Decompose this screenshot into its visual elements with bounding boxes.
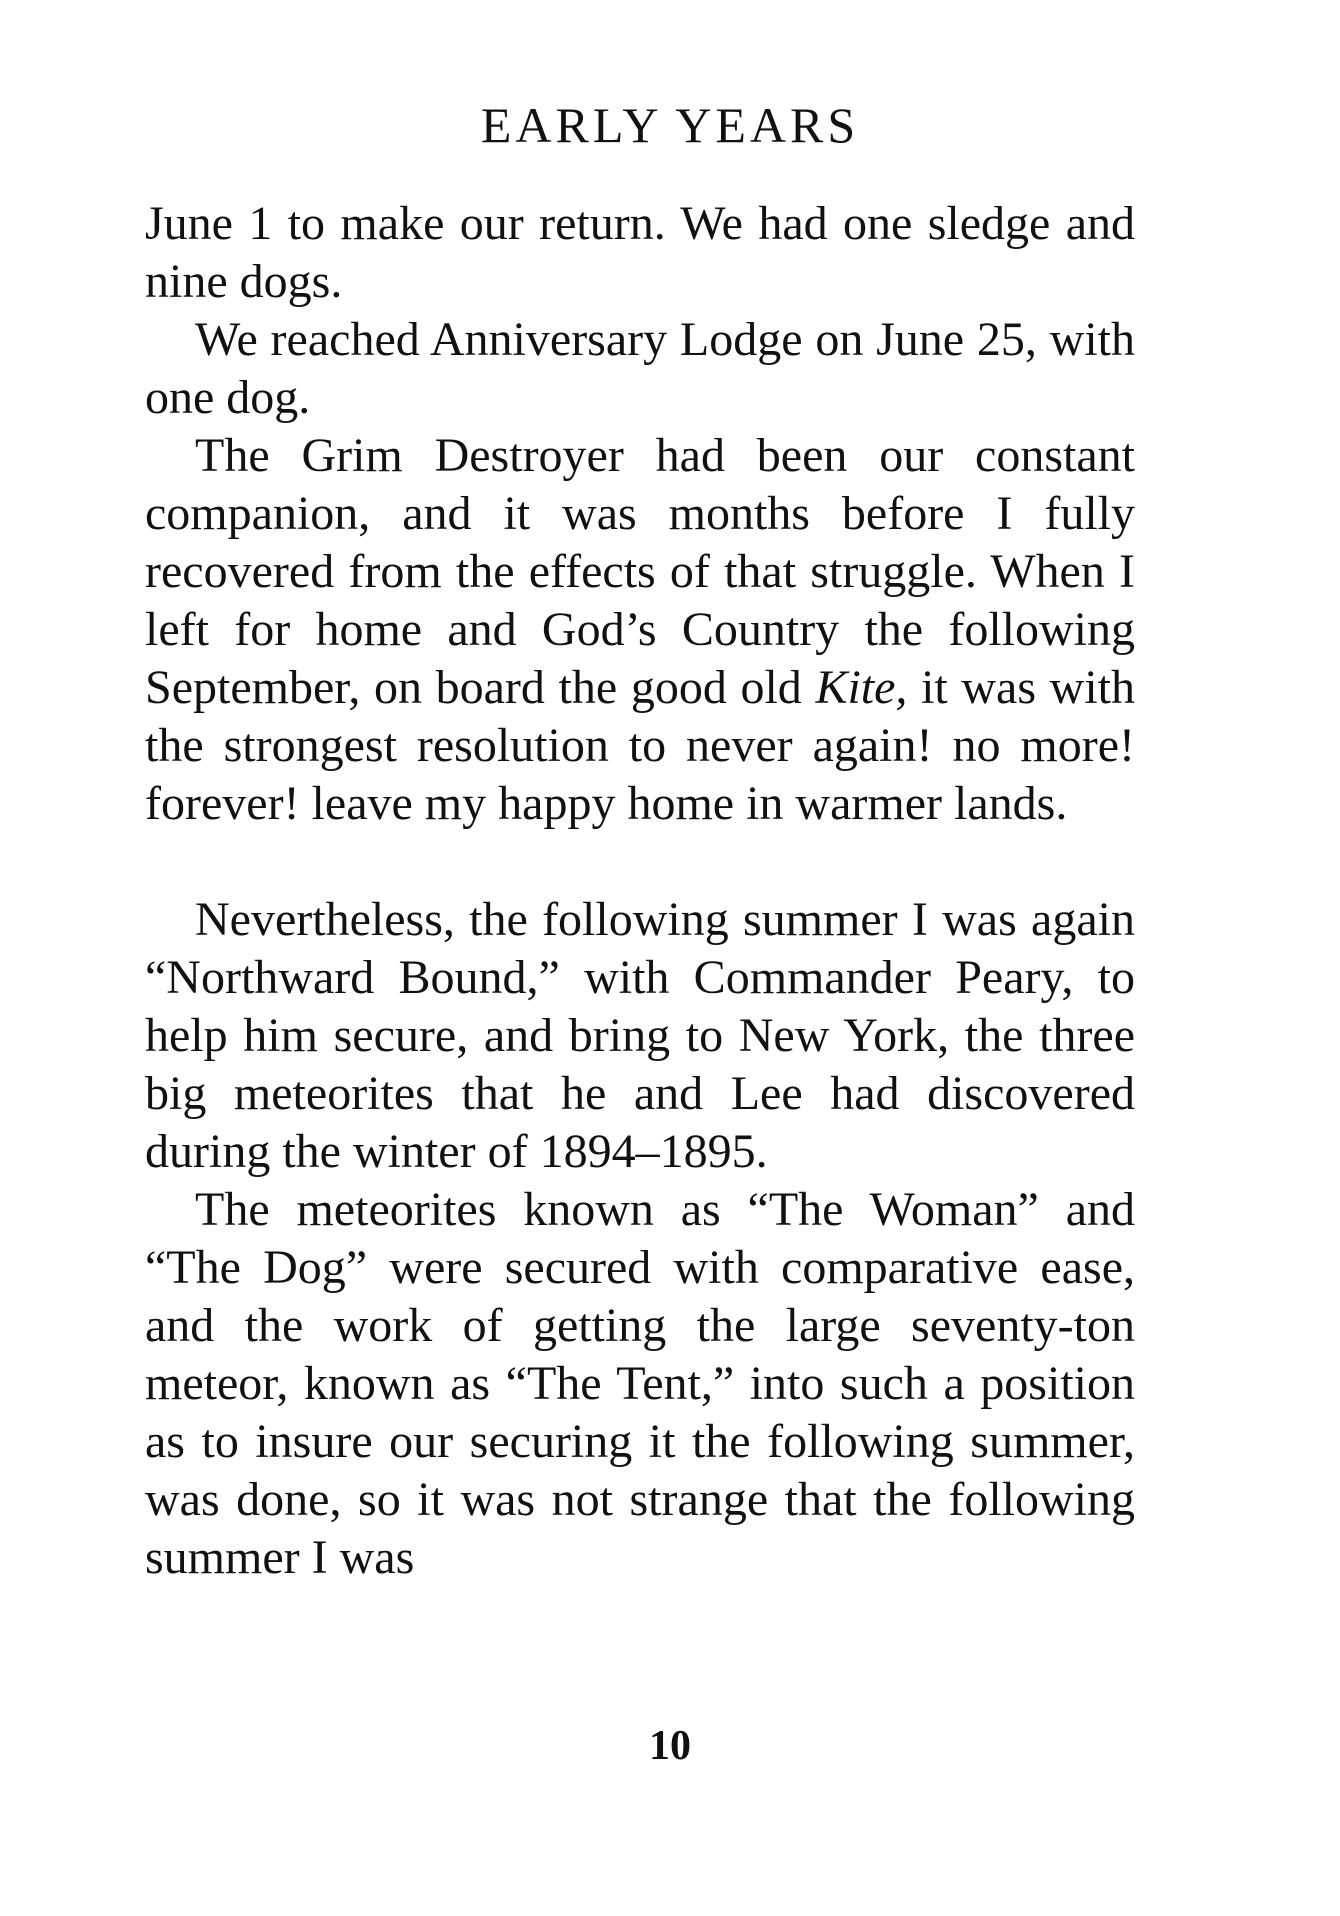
ship-name-italic: Kite,: [815, 661, 908, 714]
paragraph-northward-bound: Nevertheless, the following summer I was again “Northward Bound,” with Commander Peary, to help him secure, and bring to New York, the three big meteorites that he and Lee had discovered during the winter of 1894–1895.: [145, 893, 1135, 1178]
body-text: [145, 195, 1135, 1587]
paragraph-grim-destroyer: [145, 427, 1135, 833]
running-head: EARLY YEARS: [480, 97, 860, 153]
paragraph-anniversary-lodge: We reached Anniversary Lodge on June 25, with one dog.: [145, 313, 1135, 424]
paragraph-text: it was with the strongest resolution to never again! no more! forever! leave my happy home in warmer lands.: [145, 661, 1136, 830]
paragraph-continuation: June 1 to make our return. We had one sledge and nine dogs.: [145, 197, 1135, 308]
paragraph-text: The Grim Destroyer had been our constant companion, and it was months before I fully recovered from the effects of that struggle. When I left for home and God’s Country the following September, on board the good old: [145, 429, 1135, 714]
page-number: 10: [649, 1723, 691, 1769]
paragraph-meteorites: The meteorites known as “The Woman” and “The Dog” were secured with comparative ease, and the work of getting the large seventy-ton meteor, known as “The Tent,” into such a position as to insure our securing it the following summer, was done, so it was not strange that the following summer I was: [145, 1183, 1135, 1584]
